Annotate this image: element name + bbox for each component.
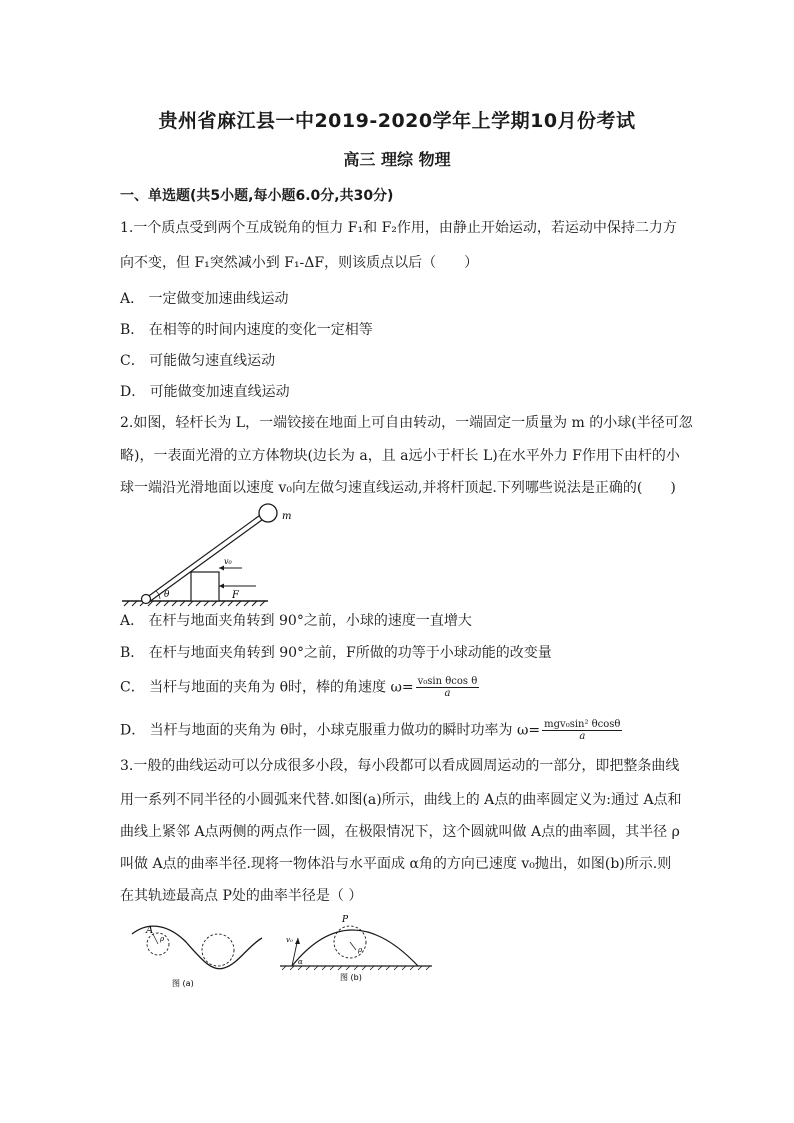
ball — [259, 504, 277, 522]
cube-block — [191, 572, 219, 601]
q2-option-a: A． 在杆与地面夹角转到 90°之前，小球的速度一直增大 — [120, 613, 472, 629]
label-v0: v₀ — [286, 936, 293, 944]
q1-stem-line1: 1.一个质点受到两个互成锐角的恒力 F₁和 F₂作用，由静止开始运动，若运动中保持二力方 — [120, 220, 677, 236]
page-subtitle: 高三 理综 物理 — [343, 150, 451, 169]
fraction-denominator: a — [444, 688, 451, 699]
q2-option-c-fraction — [416, 676, 480, 699]
q3-figure-b — [276, 912, 436, 984]
q3-stem-line2: 用一系列不同半径的小圆弧来代替.如图(a)所示，曲线上的 A点的曲率圆定义为:通过 A点和 — [120, 792, 682, 808]
label-rho: ρ — [160, 935, 165, 943]
caption-b: 图 (b) — [340, 973, 362, 982]
q3-stem-line5: 在其轨迹最高点 P处的曲率半径是（ ） — [120, 888, 363, 904]
q1-stem-line2: 向不变，但 F₁突然减小到 F₁-ΔF，则该质点以后（ ） — [120, 255, 479, 271]
q3-stem-line1: 3.一般的曲线运动可以分成很多小段，每小段都可以看成圆周运动的一部分，即把整条曲线 — [120, 758, 680, 774]
q2-stem-line3: 球一端沿光滑地面以速度 v₀向左做匀速直线运动,并将杆顶起.下列哪些说法是正确的( ) — [120, 480, 676, 496]
label-f: F — [232, 590, 239, 601]
label-m: m — [282, 511, 292, 522]
caption-a: 图 (a) — [172, 979, 194, 988]
label-p: P — [342, 915, 349, 925]
q2-rod-figure — [118, 498, 308, 610]
q2-stem-line1: 2.如图，轻杆长为 L，一端铰接在地面上可自由转动，一端固定一质量为 m 的小球(半径可忽 — [120, 415, 693, 431]
page-title: 贵州省麻江县一中2019-2020学年上学期10月份考试 — [158, 110, 636, 132]
q2-option-c — [120, 676, 680, 699]
q3-figure-a — [128, 920, 264, 992]
label-alpha: α — [298, 958, 303, 966]
fraction-numerator: mgv₀sin² θcosθ — [544, 719, 621, 730]
q3-stem-line3: 曲线上紧邻 A点两侧的两点作一圆，在极限情况下，这个圆就叫做 A点的曲率圆，其半径 ρ — [120, 824, 680, 840]
q2-option-d-text: D． 当杆与地面的夹角为 θ时，小球克服重力做功的瞬时功率为 ω= — [120, 722, 541, 739]
q1-option-c: C． 可能做匀速直线运动 — [120, 353, 276, 369]
fraction-numerator: v₀sin θcos θ — [417, 676, 478, 687]
trajectory — [292, 930, 418, 966]
curvature-circle-2 — [202, 934, 234, 966]
fraction-denominator: a — [579, 731, 586, 742]
section-heading: 一、单选题(共5小题,每小题6.0分,共30分) — [120, 188, 394, 204]
q2-option-d-fraction — [542, 719, 622, 742]
q2-option-c-text: C． 当杆与地面的夹角为 θ时，棒的角速度 ω= — [120, 679, 414, 696]
label-a: A — [146, 925, 154, 936]
q2-option-b: B． 在杆与地面夹角转到 90°之前，F所做的功等于小球动能的改变量 — [120, 645, 552, 661]
label-theta: θ — [164, 590, 170, 600]
hinge — [142, 595, 151, 604]
q3-stem-line4: 叫做 A点的曲率半径.现将一物体沿与水平面成 α角的方向已速度 v₀抛出，如图(b)所示.则 — [120, 856, 672, 872]
q2-stem-line2: 略)，一表面光滑的立方体物块(边长为 a，且 a远小于杆长 L)在水平外力 F作用下由杆的小 — [120, 448, 680, 464]
label-v0: v₀ — [224, 557, 232, 566]
label-rho: ρ — [358, 946, 363, 954]
q1-option-b: B． 在相等的时间内速度的变化一定相等 — [120, 322, 373, 338]
q1-option-a: A． 一定做变加速曲线运动 — [120, 291, 289, 307]
q1-option-d: D． 可能做变加速直线运动 — [120, 384, 290, 400]
q2-option-d — [120, 719, 680, 742]
